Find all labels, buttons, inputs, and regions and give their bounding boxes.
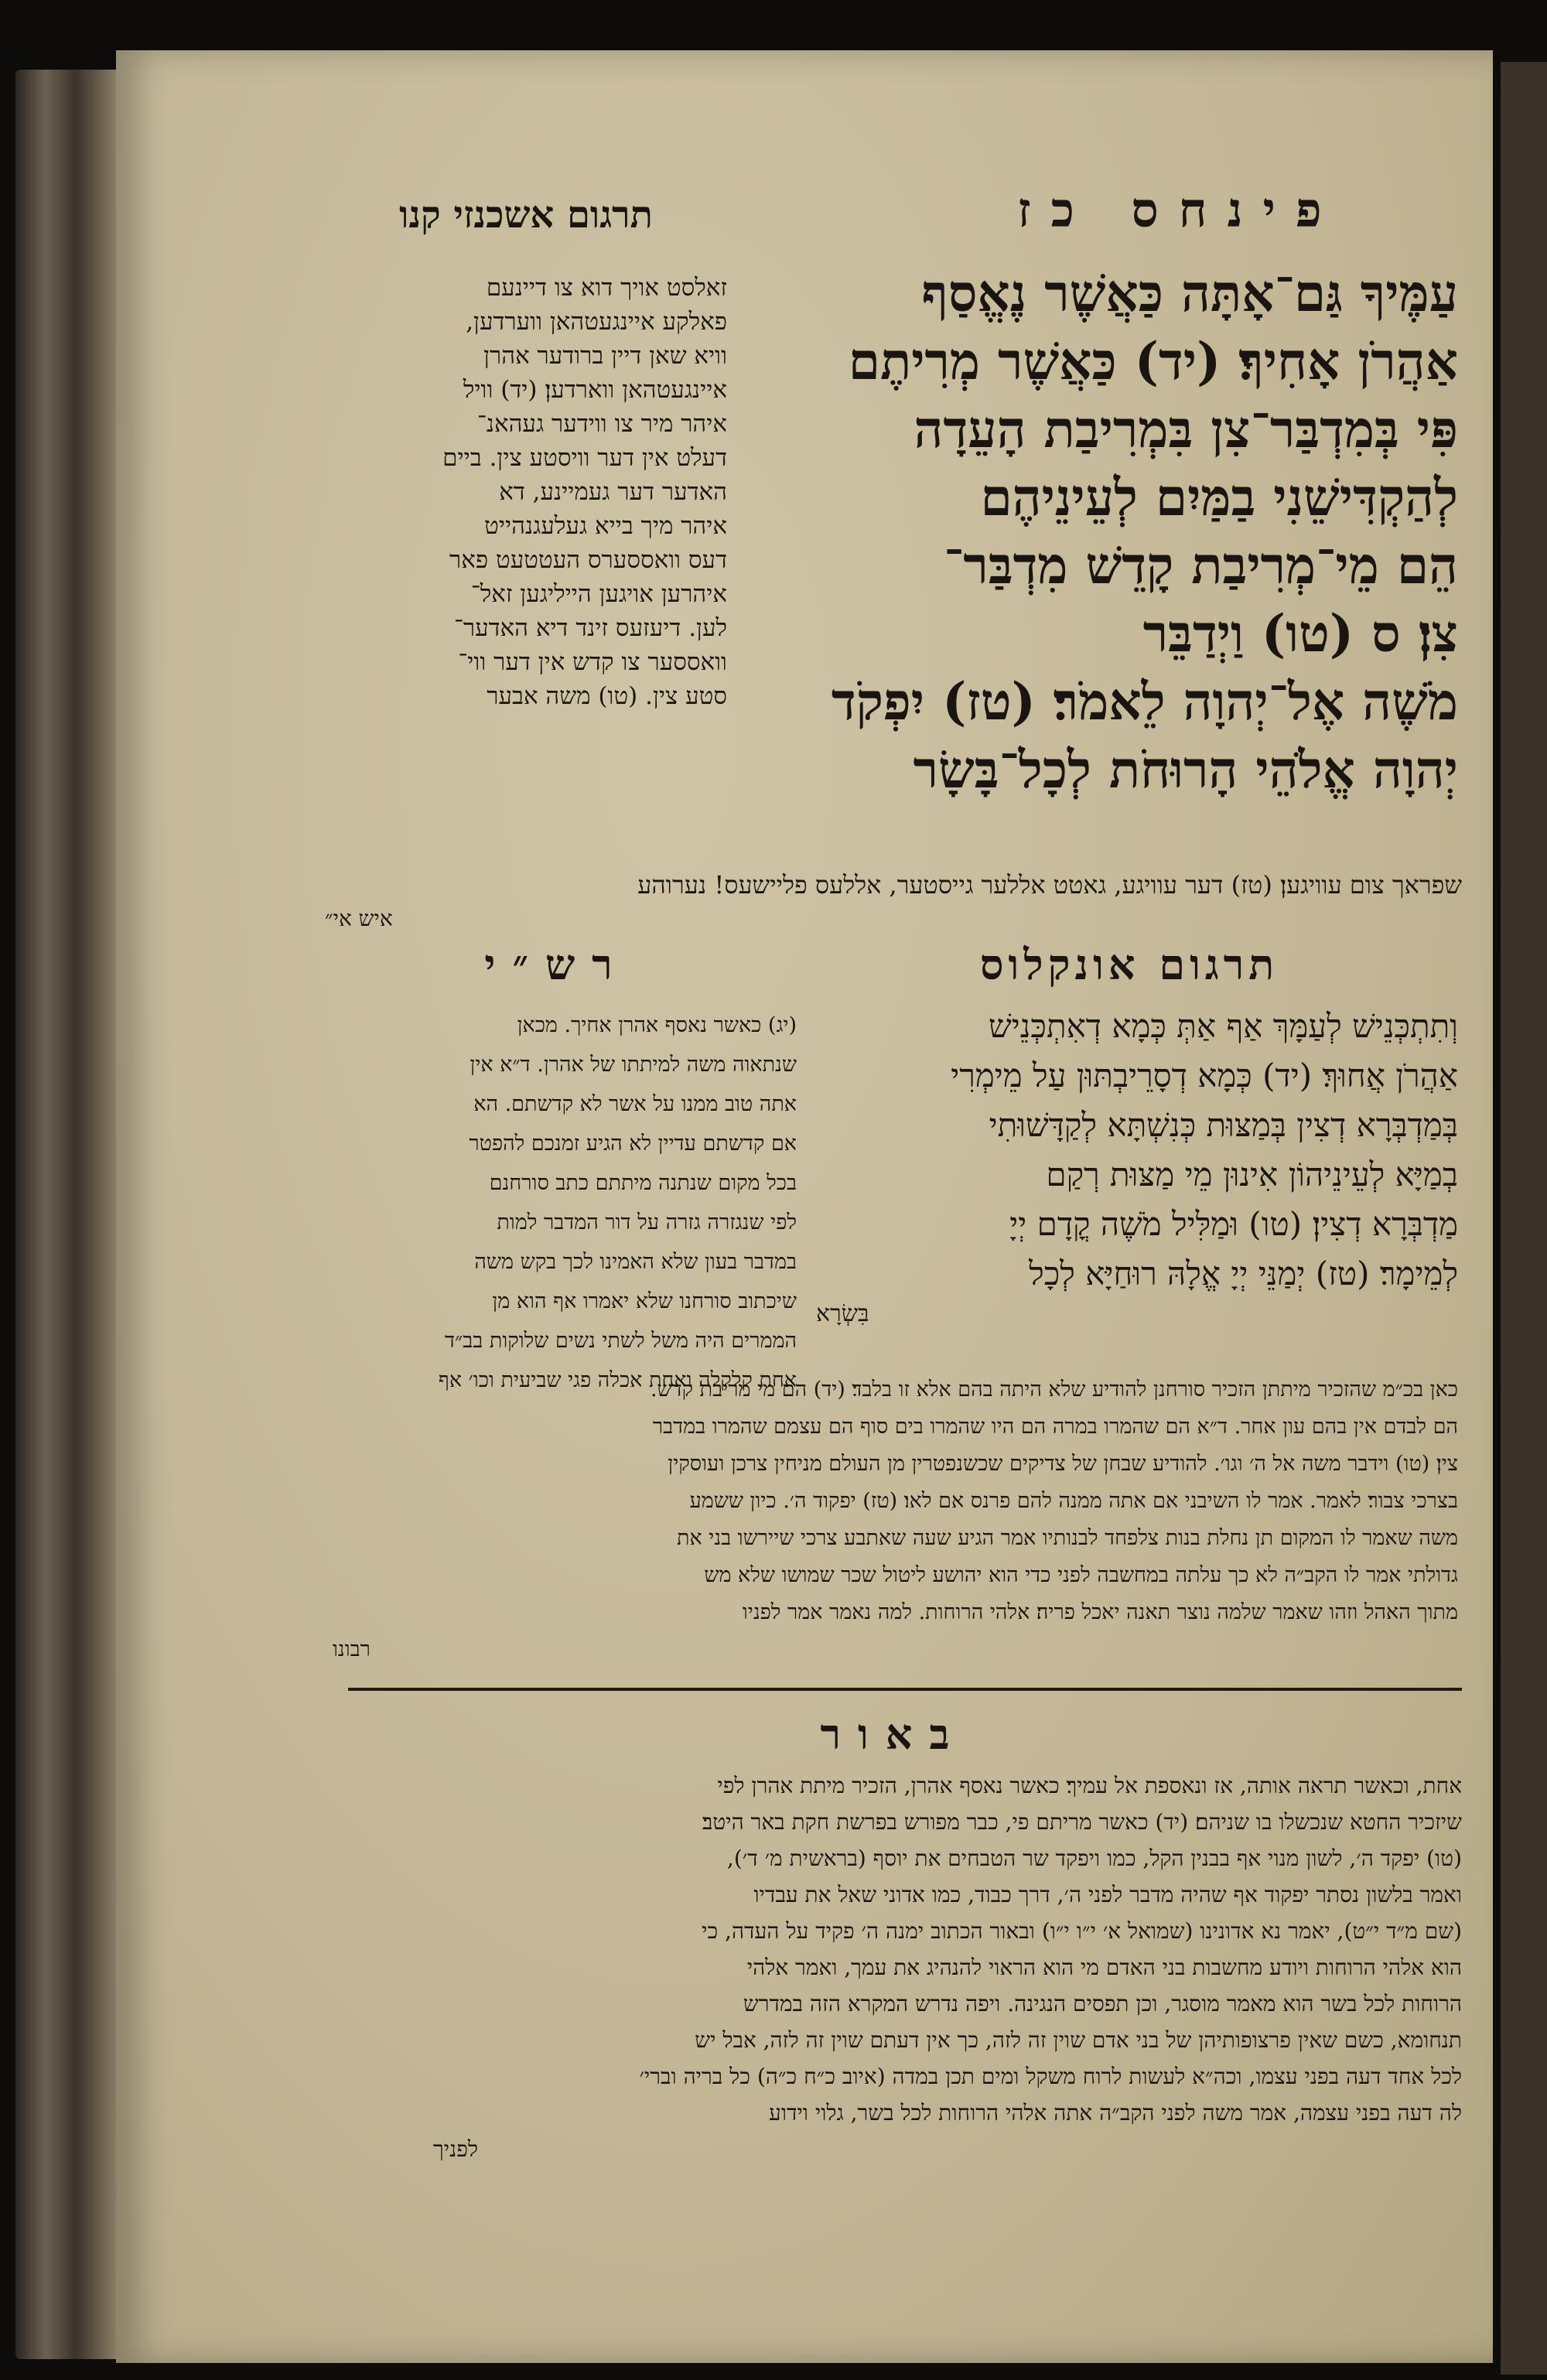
verse-line: צִן׃ ס (טו) וַיְדַבֵּר — [1142, 603, 1458, 664]
rashi-line: אם קדשתם עדיין לא הגיע זמנכם להפטר — [469, 1132, 797, 1156]
rashi-line: בכל מקום שנתנה מיתתם כתב סורחנם — [489, 1171, 797, 1195]
yiddish-full-width-line — [325, 868, 1462, 936]
yiddish-line: איינגעטהאן ווארדען׃ (יד) וויל — [463, 376, 727, 404]
onkelos-line: אַהֲרֹן אֲחוּךְ׃ (יד) כְּמָא דְסָרֵיבְתּוּן עַל מֵימְרִי — [951, 1057, 1458, 1094]
verse-line: פִּי בְּמִדְבַּר־צִן בִּמְרִיבַת הָעֵדָה — [914, 399, 1458, 459]
beur-line: תנחומא, כשם שאין פרצופותיהן של בני אדם שוין זה לזה, כך אין דעתם שוין זה לזה, אבל יש — [695, 2027, 1462, 2053]
rashi-line: הממרים היה משל לשתי נשים שלוקות בב״ד — [445, 1329, 797, 1353]
rashi-line: (יג) כאשר נאסף אהרן אחיך. מכאן — [517, 1013, 797, 1037]
onkelos-block — [816, 1002, 1458, 1330]
yiddish-line: איהרען אויגען הייליגען זאל־ — [470, 580, 727, 608]
beur-line: (שם מ״ד י״ט), יאמר נא אדונינו (שמואל א׳ י״ו י״ו) ובאור הכתוב ימנה ה׳ פקיד על העדה, כי — [702, 1918, 1462, 1944]
rashi-line: הם לבדם אין בהם עון אחר. ד״א הם שהמרו במרה הם היו שהמרו בים סוף הם עצמם שהמרו במדבר — [652, 1415, 1458, 1439]
beur-line: הרוחות לכל בשר הוא מאמר מוסגר, וכן תפסים הנגינה. ויפה נדרש המקרא הזה במדרש — [743, 1991, 1462, 2016]
book-page-edges — [15, 70, 116, 2359]
verse-line: אַהֲרֹן אָחִיךָ׃ (יד) כַּאֲשֶׁר מְרִיתֶם — [848, 331, 1458, 391]
yiddish-line: זאלסט אויך דוא צו דיינעם — [486, 274, 727, 302]
verse-line: הֵם מֵי־מְרִיבַת קָדֵשׁ מִדְבַּר־ — [944, 535, 1458, 596]
beur-catchword: לפניך — [433, 2136, 478, 2162]
rashi-line: מתוך האהל וזהו שאמר שלמה נוצר תאנה יאכל פריה׃ אלהי הרוחות. למה נאמר אמר לפניו — [742, 1600, 1458, 1624]
rashi-line: משה שאמר לו המקום תן נחלת בנות צלפחד לבנותיו אמר הגיע שעה שאתבע צרכי שיירשו בני את — [677, 1526, 1458, 1550]
onkelos-line: בִּשְׂרָא — [816, 1300, 869, 1327]
verse-line: עַמֶּיךָ גַּם־אָתָּה כַּאֲשֶׁר נֶאֱסַף — [921, 263, 1458, 323]
rashi-line: שיכתוב סורחנו שלא יאמרו אף הוא מן — [492, 1289, 797, 1313]
torah-verse-block — [739, 259, 1458, 804]
rashi-line: שנתאוה משה למיתתו של אהרן. ד״א אין — [470, 1053, 797, 1077]
rashi-line: בצרכי צבור׃ לאמר. אמר לו השיבני אם אתה ממנה להם פרנס אם לאו׃ (טז) יפקוד ה׳. כיון ששמע — [689, 1489, 1458, 1513]
rashi-heading: רש״י — [484, 940, 630, 989]
rashi-line: אתה טוב ממנו על אשר לא קדשתם. הא — [473, 1092, 797, 1116]
onkelos-line: לְמֵימָר׃ (טז) יְמַנֵּי יְיָ אֱלָהּ רוּחַיָּא לְכָל — [1029, 1255, 1458, 1292]
yiddish-line: פאלקע איינגעטהאן ווערדען, — [466, 308, 727, 336]
onkelos-line: מַדְבְּרָא דְצִין׃ (טו) וּמַלִּיל מֹשֶׁה קֳדָם יְיָ — [1009, 1205, 1458, 1243]
rashi-line: לפי שנגזרה גזרה על דור המדבר למות — [497, 1210, 797, 1234]
verse-line: יְהוָה אֱלֹהֵי הָרוּחֹת לְכָל־בָּשָׂר — [913, 739, 1458, 800]
rashi-line: צין׃ (טו) וידבר משה אל ה׳ וגו׳. להודיע שבחן של צדיקים שכשנפטרין מן העולם מניחין צרכן ועוסקין — [668, 1452, 1458, 1476]
beur-line: לכל אחד דעה בפני עצמו, וכה״א לעשות לרוח משקל ומים תכן במדה (איוב כ״ח כ״ה) כל בריה וברי׳ — [639, 2064, 1462, 2089]
rashi-wide-block — [333, 1371, 1458, 1668]
yiddish-line: וואססער צו קדש אין דער ווי־ — [458, 648, 727, 676]
beur-line: (טו) יפקד ה׳, לשון מנוי אף בבנין הקל, כמו ויפקד שר הטבחים את יוסף (בראשית מ׳ ד׳), — [726, 1846, 1462, 1871]
onkelos-heading: תרגום אונקלוס — [979, 940, 1279, 989]
section-divider — [348, 1688, 1462, 1691]
yiddish-line: שפראך צום עוויגען׃ (טז) דער עוויגע, גאטט אללער גייסטער, אללעס פליישעס! נערוהע — [637, 870, 1462, 900]
rashi-catchword: רבונו — [333, 1637, 371, 1661]
yiddish-translation-block — [325, 271, 727, 713]
yiddish-line: דעס וואססערס העטטעט פאר — [449, 546, 727, 574]
rashi-line: אחת קלקלה ואחת אכלה פגי שביעית וכו׳ אף — [438, 1368, 797, 1392]
rashi-column — [325, 1006, 797, 1400]
beur-line: לה דעה בפני עצמה, אמר משה לפני הקב״ה אתה אלהי הרוחות לכל בשר, גלוי וידוע — [768, 2100, 1462, 2126]
onkelos-line: בְּמַדְבְּרָא דְצִין בְּמַצּוּת כְּנִשְׁתָּא לְקַדָּשׁוּתִי — [989, 1106, 1458, 1144]
rashi-line: כאן בכ״מ שהזכיר מיתתן הזכיר סורחנן להודיע שלא היתה בהם אלא זו בלבד׃ (יד) הם מי מריבת קדש. — [650, 1378, 1458, 1402]
yiddish-line: דעלט אין דער וויסטע צין. ביים — [442, 444, 727, 472]
beur-line: ואמר בלשון נסתר יפקוד אף שהיה מדבר לפני ה׳, דרך כבוד, כמו אדוני שאל את עבדיו — [753, 1882, 1462, 1907]
catchword-line: איש אי״ — [325, 906, 393, 931]
yiddish-line: איהר מיך בייא געלעגנהייט — [484, 512, 727, 540]
yiddish-line: האדער דער געמיינע, דא — [499, 478, 727, 506]
yiddish-line: לען. דיעזעס זינד דיא האדער־ — [453, 614, 727, 642]
yiddish-line: איהר מיר צו ווידער געהאנ־ — [477, 410, 727, 438]
onkelos-line: בְמַיָּא לְעֵינֵיהוֹן אִינוּן מֵי מַצּוּת רְקַם — [1046, 1156, 1458, 1193]
facing-page-edge — [1501, 62, 1547, 2375]
onkelos-line: וְתִתְכְּנֵישׁ לְעַמָּךְ אַף אַתְּ כְּמָא דְאִתְכְּנֵישׁ — [989, 1007, 1458, 1045]
beur-commentary-block — [333, 1767, 1462, 2167]
yiddish-line: וויא שאן דיין ברודער אהרן — [483, 342, 727, 370]
beur-heading: באור — [820, 1709, 967, 1759]
verse-line: מֹשֶׁה אֶל־יְהוָה לֵאמֹר׃ (טז) יִפְקֹד — [831, 671, 1458, 732]
beur-line: שיזכיר החטא שנכשלו בו שניהם׃ (יד) כאשר מריתם פי, כבר מפורש בפרשת חקת באר היטב׃ — [702, 1809, 1462, 1835]
running-title-parsha: פינחס כז — [1017, 182, 1342, 238]
verse-line: לְהַקְדִּישֵׁנִי בַמַּיִם לְעֵינֵיהֶם — [980, 467, 1458, 528]
beur-line: הוא אלהי הרוחות ויודע מחשבות בני האדם מי הוא הראוי להנהיג את עמך, ואמר אלהי — [746, 1955, 1462, 1980]
yiddish-line: סטע צין. (טו) משה אבער — [487, 682, 727, 710]
running-title-targum: תרגום אשכנזי קנו — [399, 193, 653, 237]
rashi-line: במדבר בעון שלא האמינו לכך בקש משה — [474, 1250, 797, 1274]
beur-line: אחת, וכאשר תראה אותה, אז ונאספת אל עמיך׃ כאשר נאסף אהרן, הזכיר מיתת אהרן לפי — [717, 1773, 1462, 1798]
rashi-line: גדולתי אמר לו הקב״ה לא כך עלתה במחשבה לפני כדי הוא יהושע ליטול שכר שמושו שלא מש — [704, 1563, 1458, 1587]
